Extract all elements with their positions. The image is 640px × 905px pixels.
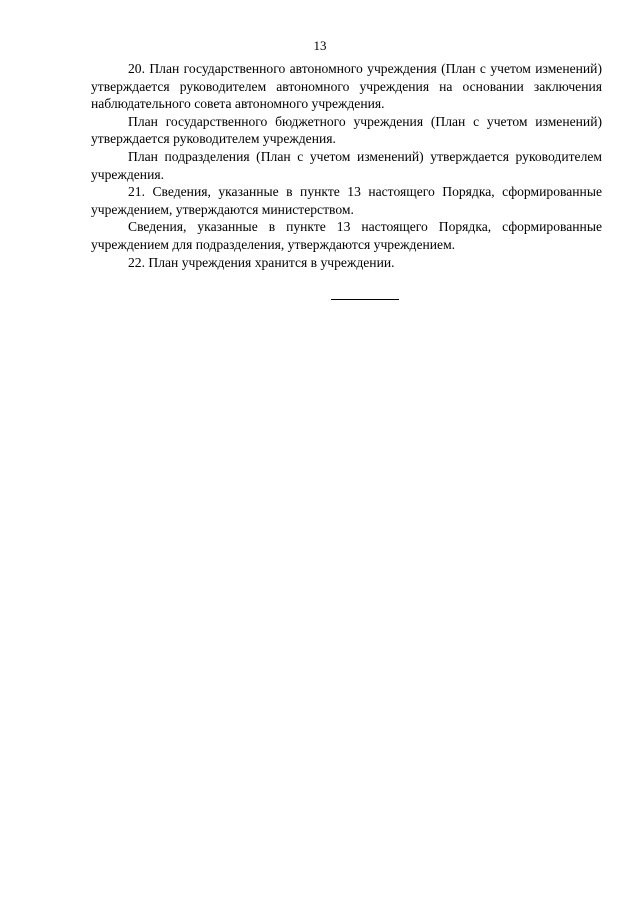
end-of-document-rule (331, 299, 399, 300)
paragraph-20: 20. План государственного автономного учреждения (План с учетом изменений) утверждается руководителем автономного учреждения на основании заключения наблюдательного совета автономного учреждения. (91, 61, 602, 112)
paragraph-21-subdivision: Сведения, указанные в пункте 13 настоящего Порядка, сформированные учреждением для подразделения, утверждаются учреждением. (91, 219, 602, 252)
page-number: 13 (313, 38, 327, 53)
paragraph-21: 21. Сведения, указанные в пункте 13 настоящего Порядка, сформированные учреждением, утверждаются министерством. (91, 184, 602, 217)
paragraph-budget-plan: План государственного бюджетного учреждения (План с учетом изменений) утверждается руководителем учреждения. (91, 113, 602, 147)
paragraph-subdivision-plan: План подразделения (План с учетом изменений) утверждается руководителем учреждения. (91, 148, 602, 182)
document-body (91, 60, 602, 271)
paragraph-22: 22. План учреждения хранится в учреждении. (128, 254, 395, 270)
